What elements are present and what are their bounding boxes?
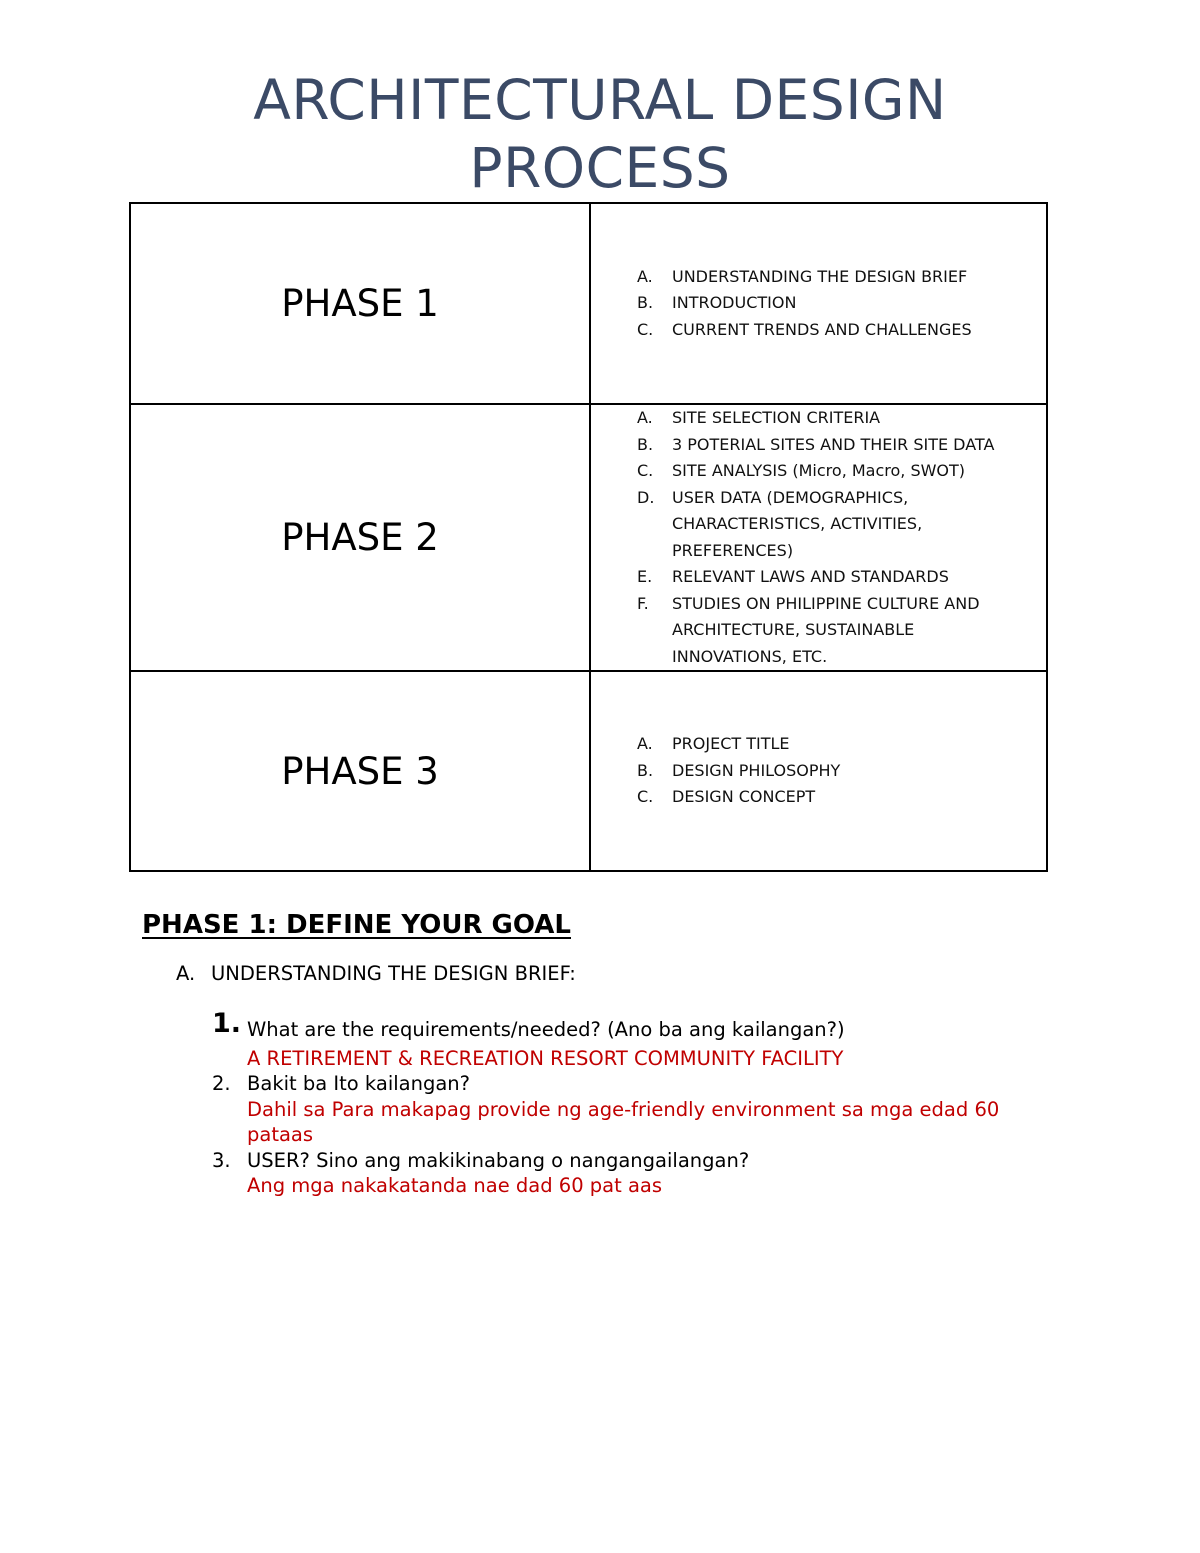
item-text: SITE ANALYSIS (Micro, Macro, SWOT) (672, 461, 966, 480)
question-number: 1. (212, 1008, 242, 1039)
question-number: 2. (212, 1072, 231, 1095)
item-text: UNDERSTANDING THE DESIGN BRIEF (672, 266, 968, 286)
item-marker: A. (637, 408, 653, 427)
question-text: Bakit ba Ito kailangan? (247, 1072, 471, 1095)
item-marker: A. (637, 734, 653, 754)
phase-item (637, 264, 1046, 291)
sub-heading-marker: A. (176, 962, 196, 985)
answer-text: Ang mga nakakatanda nae dad 60 pat aas (247, 1174, 663, 1197)
question-item (212, 1148, 1112, 1199)
item-text: PROJECT TITLE (672, 734, 790, 754)
item-text: INTRODUCTION (672, 293, 797, 313)
phase-name: PHASE 2 (130, 404, 590, 671)
phase-items-cell (590, 404, 1047, 671)
phase-item (637, 564, 1016, 591)
item-marker: D. (637, 487, 655, 507)
phase-name: PHASE 1 (130, 203, 590, 404)
phase-item (637, 758, 1046, 785)
item-text: DESIGN PHILOSOPHY (672, 760, 841, 780)
document-title (0, 66, 1200, 202)
item-marker: B. (637, 434, 654, 454)
question-list (212, 1008, 1112, 1199)
item-marker: C. (637, 787, 654, 807)
phase-item (637, 405, 1016, 432)
item-marker: F. (637, 593, 649, 613)
question-text: USER? Sino ang makikinabang o nangangailangan? (247, 1148, 750, 1172)
phase-item (637, 290, 1046, 317)
phase-item (637, 591, 1016, 671)
answer-text: A RETIREMENT & RECREATION RESORT COMMUNITY FACILITY (247, 1046, 844, 1070)
item-marker: A. (637, 266, 653, 286)
question-item (212, 1071, 1112, 1148)
sub-heading-text: UNDERSTANDING THE DESIGN BRIEF: (211, 962, 576, 985)
item-text: CURRENT TRENDS AND CHALLENGES (672, 319, 972, 339)
phase-item (637, 784, 1046, 811)
section-heading: PHASE 1: DEFINE YOUR GOAL (142, 910, 571, 940)
answer-text: Dahil sa Para makapag provide ng age-friendly environment sa mga edad 60 pataas (247, 1097, 1000, 1146)
document-title-line2: PROCESS (469, 136, 731, 200)
phase-item (637, 317, 1046, 344)
phase-item (637, 731, 1046, 758)
item-marker: E. (637, 567, 653, 586)
phase-item (637, 432, 1016, 459)
item-marker: C. (637, 461, 654, 480)
item-text: USER DATA (DEMOGRAPHICS, CHARACTERISTICS, ACTIVITIES, PREFERENCES) (672, 487, 923, 560)
phase-items-list (591, 264, 1046, 344)
document-title-line1: ARCHITECTURAL DESIGN (253, 68, 947, 132)
question-text: What are the requirements/needed? (Ano ba ang kailangan?) (247, 1018, 845, 1041)
phase-items-list (591, 731, 1046, 811)
phase-name: PHASE 3 (130, 671, 590, 871)
phase-items-cell (590, 671, 1047, 871)
phase-row (130, 404, 1047, 671)
sub-heading (176, 962, 576, 985)
phase-row (130, 671, 1047, 871)
item-text: 3 POTERIAL SITES AND THEIR SITE DATA (672, 434, 995, 454)
phase-item (637, 458, 1016, 485)
item-text: RELEVANT LAWS AND STANDARDS (672, 567, 949, 586)
item-marker: B. (637, 293, 654, 313)
item-text: DESIGN CONCEPT (672, 787, 816, 807)
item-marker: B. (637, 760, 654, 780)
phase-row (130, 203, 1047, 404)
phase-items-cell (590, 203, 1047, 404)
phases-table (129, 202, 1048, 872)
item-marker: C. (637, 319, 654, 339)
question-item (212, 1008, 1112, 1071)
phase-items-list (591, 405, 1046, 670)
item-text: STUDIES ON PHILIPPINE CULTURE AND ARCHITECTURE, SUSTAINABLE INNOVATIONS, ETC. (672, 593, 980, 666)
phase-item (637, 485, 1016, 565)
item-text: SITE SELECTION CRITERIA (672, 408, 881, 427)
question-number: 3. (212, 1148, 231, 1172)
